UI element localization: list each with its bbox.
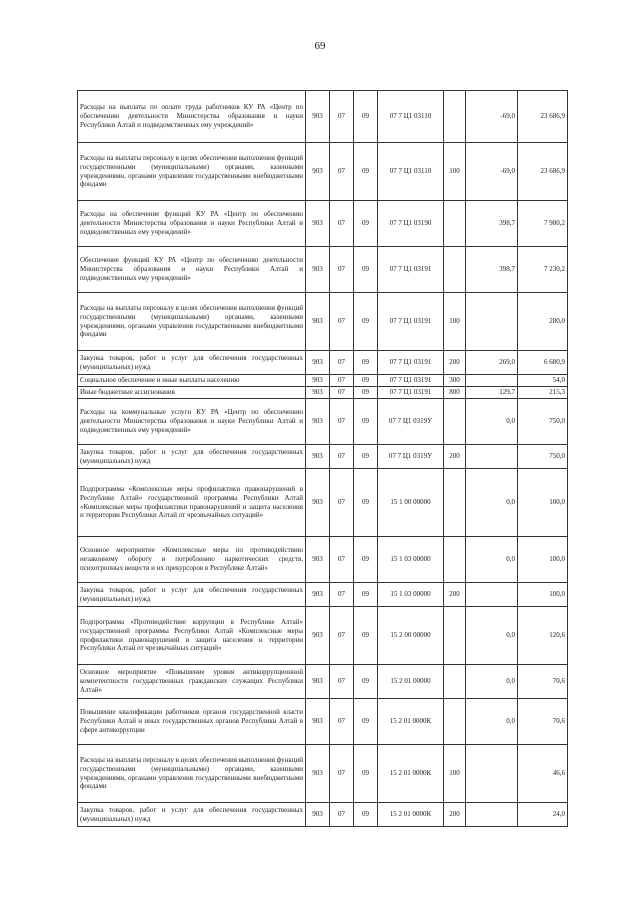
table-row	[78, 201, 568, 247]
row-description: Расходы на выплаты по оплате труда работников КУ РА «Центр по обеспечению деятельности Министерства образования и науки Республики Алтай и подведомственных ему учреждений»	[78, 91, 306, 143]
row-expense-type: 100	[444, 143, 466, 201]
row-expense-type: 100	[444, 293, 466, 351]
row-target-article: 07 7 Ц1 03191	[378, 375, 444, 387]
row-section-code: 07	[330, 293, 354, 351]
row-department-code: 903	[306, 293, 330, 351]
row-change-amount	[466, 445, 518, 469]
row-department-code: 903	[306, 387, 330, 399]
row-change-amount: 269,0	[466, 351, 518, 375]
table-row	[78, 803, 568, 827]
row-subsection-code: 09	[354, 803, 378, 827]
row-expense-type	[444, 537, 466, 583]
row-change-amount: 0,0	[466, 699, 518, 745]
row-change-amount: 129,7	[466, 387, 518, 399]
row-description: Иные бюджетные ассигнования	[78, 387, 306, 399]
table-row	[78, 665, 568, 699]
row-subsection-code: 09	[354, 583, 378, 607]
row-subsection-code: 09	[354, 293, 378, 351]
row-description: Основное мероприятие «Повышение уровня антикоррупционной компетентности государственных гражданских служащих Республики Алтай»	[78, 665, 306, 699]
row-section-code: 07	[330, 607, 354, 665]
row-department-code: 903	[306, 247, 330, 293]
row-section-code: 07	[330, 91, 354, 143]
row-total-amount: 6 680,9	[518, 351, 568, 375]
row-total-amount: 280,0	[518, 293, 568, 351]
row-target-article: 07 7 Ц1 03191	[378, 293, 444, 351]
row-change-amount: 0,0	[466, 469, 518, 537]
row-subsection-code: 09	[354, 445, 378, 469]
row-expense-type: 200	[444, 583, 466, 607]
row-description: Основное мероприятие «Комплексные меры по противодействию незаконному обороту и потреблению наркотических средств, психотропных веществ и их прекурсоров в Республике Алтай»	[78, 537, 306, 583]
page-number: 69	[314, 40, 326, 52]
row-target-article: 07 7 Ц1 03190	[378, 201, 444, 247]
row-change-amount: 0,0	[466, 665, 518, 699]
row-target-article: 15 2 00 00000	[378, 607, 444, 665]
row-subsection-code: 09	[354, 387, 378, 399]
row-department-code: 903	[306, 537, 330, 583]
row-change-amount: 0,0	[466, 537, 518, 583]
row-total-amount: 100,0	[518, 583, 568, 607]
table-row	[78, 583, 568, 607]
row-department-code: 903	[306, 469, 330, 537]
row-department-code: 903	[306, 803, 330, 827]
budget-table-body	[78, 91, 568, 827]
row-department-code: 903	[306, 143, 330, 201]
row-change-amount	[466, 803, 518, 827]
row-expense-type	[444, 91, 466, 143]
row-description: Закупка товаров, работ и услуг для обеспечения государственных (муниципальных) нужд	[78, 445, 306, 469]
row-description: Расходы на выплаты персоналу в целях обеспечения выполнения функций государственными (муниципальными) органами, казенными учреждениями, органами управления государственными внебюджетными фондами	[78, 143, 306, 201]
row-target-article: 07 7 Ц1 03191	[378, 247, 444, 293]
row-section-code: 07	[330, 387, 354, 399]
table-row	[78, 91, 568, 143]
row-section-code: 07	[330, 201, 354, 247]
row-subsection-code: 09	[354, 201, 378, 247]
row-section-code: 07	[330, 445, 354, 469]
row-total-amount: 23 686,9	[518, 91, 568, 143]
row-total-amount: 215,3	[518, 387, 568, 399]
row-description: Повышение квалификации работников органов государственной власти Республики Алтай и иных государственных органов Республики Алтай в сфере антикоррупции	[78, 699, 306, 745]
row-change-amount	[466, 583, 518, 607]
row-department-code: 903	[306, 201, 330, 247]
row-description: Социальное обеспечение и иные выплаты населению	[78, 375, 306, 387]
row-subsection-code: 09	[354, 375, 378, 387]
table-row	[78, 399, 568, 445]
row-total-amount: 120,6	[518, 607, 568, 665]
row-description: Расходы на выплаты персоналу в целях обеспечения выполнения функций государственными (муниципальными) органами, казенными учреждениями, органами управления государственными внебюджетными фондами	[78, 745, 306, 803]
row-section-code: 07	[330, 375, 354, 387]
row-target-article: 15 2 01 0000К	[378, 745, 444, 803]
table-row	[78, 469, 568, 537]
row-change-amount: 398,7	[466, 247, 518, 293]
row-target-article: 07 7 Ц1 0319У	[378, 399, 444, 445]
row-subsection-code: 09	[354, 399, 378, 445]
row-target-article: 07 7 Ц1 03191	[378, 351, 444, 375]
table-row	[78, 351, 568, 375]
row-department-code: 903	[306, 351, 330, 375]
row-description: Расходы на обеспечение функций КУ РА «Центр по обеспечению деятельности Министерства образования и науки Республики Алтай и подведомственных ему учреждений»	[78, 201, 306, 247]
row-subsection-code: 09	[354, 745, 378, 803]
row-total-amount: 54,0	[518, 375, 568, 387]
row-subsection-code: 09	[354, 537, 378, 583]
row-subsection-code: 09	[354, 469, 378, 537]
row-total-amount: 24,0	[518, 803, 568, 827]
row-department-code: 903	[306, 445, 330, 469]
row-expense-type	[444, 247, 466, 293]
row-department-code: 903	[306, 665, 330, 699]
row-section-code: 07	[330, 469, 354, 537]
row-description: Закупка товаров, работ и услуг для обеспечения государственных (муниципальных) нужд	[78, 351, 306, 375]
row-subsection-code: 09	[354, 351, 378, 375]
row-expense-type: 200	[444, 351, 466, 375]
table-row	[78, 293, 568, 351]
row-total-amount: 23 686,9	[518, 143, 568, 201]
row-section-code: 07	[330, 351, 354, 375]
row-subsection-code: 09	[354, 665, 378, 699]
row-change-amount: -69,0	[466, 91, 518, 143]
row-target-article: 15 2 01 0000К	[378, 803, 444, 827]
row-description: Расходы на выплаты персоналу в целях обеспечения выполнения функций государственными (муниципальными) органами, казенными учреждениями, органами управления государственными внебюджетными фондами	[78, 293, 306, 351]
row-expense-type: 200	[444, 445, 466, 469]
row-total-amount: 7 980,2	[518, 201, 568, 247]
table-row	[78, 699, 568, 745]
row-subsection-code: 09	[354, 247, 378, 293]
row-department-code: 903	[306, 583, 330, 607]
table-row	[78, 375, 568, 387]
row-change-amount: 0,0	[466, 607, 518, 665]
row-section-code: 07	[330, 247, 354, 293]
row-expense-type	[444, 665, 466, 699]
table-row	[78, 745, 568, 803]
table-row	[78, 537, 568, 583]
row-total-amount: 70,6	[518, 665, 568, 699]
row-change-amount	[466, 745, 518, 803]
row-expense-type	[444, 699, 466, 745]
row-change-amount	[466, 375, 518, 387]
row-target-article: 07 7 Ц1 0319У	[378, 445, 444, 469]
row-section-code: 07	[330, 745, 354, 803]
row-total-amount: 46,6	[518, 745, 568, 803]
row-subsection-code: 09	[354, 91, 378, 143]
row-description: Подпрограмма «Комплексные меры профилактики правонарушений в Республике Алтай» государственной программы Республики Алтай «Комплексные меры профилактики правонарушений и защита населения и территории Республики Алтай от чрезвычайных ситуаций»	[78, 469, 306, 537]
row-description: Подпрограмма «Противодействие коррупции в Республике Алтай» государственной программы Республики Алтай «Комплексные меры профилактики правонарушений и защита населения и территории Республики Алтай от чрезвычайных ситуаций»	[78, 607, 306, 665]
row-description: Закупка товаров, работ и услуг для обеспечения государственных (муниципальных) нужд	[78, 583, 306, 607]
row-subsection-code: 09	[354, 699, 378, 745]
row-change-amount	[466, 293, 518, 351]
row-total-amount: 100,0	[518, 537, 568, 583]
row-target-article: 07 7 Ц1 03191	[378, 387, 444, 399]
row-expense-type: 100	[444, 745, 466, 803]
row-total-amount: 100,0	[518, 469, 568, 537]
row-expense-type	[444, 399, 466, 445]
row-subsection-code: 09	[354, 143, 378, 201]
row-target-article: 07 7 Ц1 03110	[378, 91, 444, 143]
table-row	[78, 445, 568, 469]
row-section-code: 07	[330, 143, 354, 201]
row-department-code: 903	[306, 699, 330, 745]
row-department-code: 903	[306, 91, 330, 143]
row-target-article: 15 1 03 00000	[378, 583, 444, 607]
row-change-amount: -69,0	[466, 143, 518, 201]
row-section-code: 07	[330, 583, 354, 607]
row-total-amount: 7 230,2	[518, 247, 568, 293]
row-section-code: 07	[330, 665, 354, 699]
row-expense-type: 800	[444, 387, 466, 399]
row-change-amount: 0,0	[466, 399, 518, 445]
table-row	[78, 247, 568, 293]
row-expense-type: 300	[444, 375, 466, 387]
row-target-article: 07 7 Ц1 03110	[378, 143, 444, 201]
row-department-code: 903	[306, 375, 330, 387]
row-section-code: 07	[330, 803, 354, 827]
row-target-article: 15 2 01 0000К	[378, 699, 444, 745]
row-target-article: 15 2 01 00000	[378, 665, 444, 699]
row-expense-type: 200	[444, 803, 466, 827]
row-description: Расходы на коммунальные услуги КУ РА «Центр по обеспечению деятельности Министерства образования и науки Республики Алтай и подведомственных ему учреждений»	[78, 399, 306, 445]
table-row	[78, 607, 568, 665]
row-section-code: 07	[330, 399, 354, 445]
budget-table	[77, 90, 568, 827]
row-department-code: 903	[306, 607, 330, 665]
row-expense-type	[444, 607, 466, 665]
row-expense-type	[444, 469, 466, 537]
row-subsection-code: 09	[354, 607, 378, 665]
table-row	[78, 143, 568, 201]
row-description: Закупка товаров, работ и услуг для обеспечения государственных (муниципальных) нужд	[78, 803, 306, 827]
table-row	[78, 387, 568, 399]
row-department-code: 903	[306, 745, 330, 803]
row-target-article: 15 1 00 00000	[378, 469, 444, 537]
row-expense-type	[444, 201, 466, 247]
row-total-amount: 750,0	[518, 445, 568, 469]
row-description: Обеспечение функций КУ РА «Центр по обеспечению деятельности Министерства образования и науки Республики Алтай и подведомственных ему учреждений»	[78, 247, 306, 293]
row-target-article: 15 1 03 00000	[378, 537, 444, 583]
row-total-amount: 750,0	[518, 399, 568, 445]
row-section-code: 07	[330, 537, 354, 583]
row-change-amount: 398,7	[466, 201, 518, 247]
row-section-code: 07	[330, 699, 354, 745]
row-total-amount: 70,6	[518, 699, 568, 745]
row-department-code: 903	[306, 399, 330, 445]
